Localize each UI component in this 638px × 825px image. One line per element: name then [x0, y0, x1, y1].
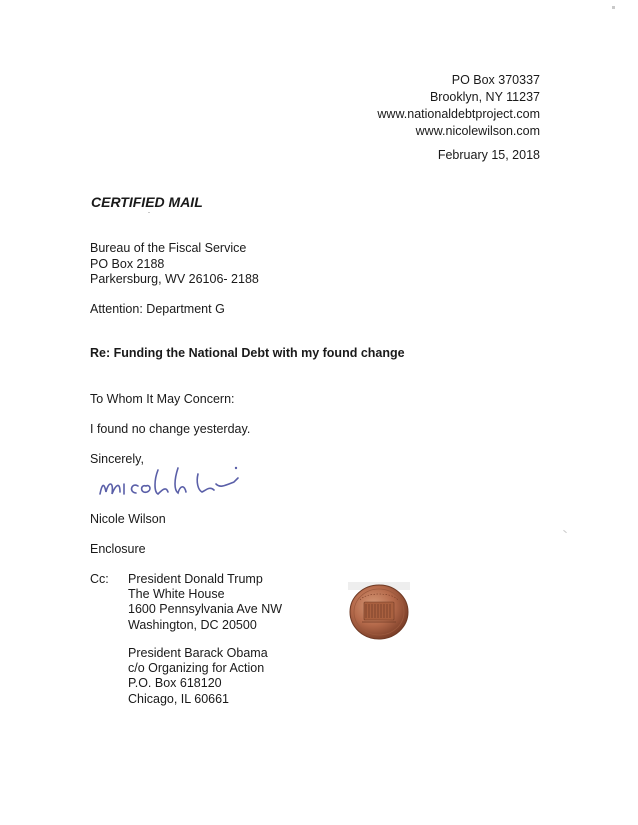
- cc-recipient-line: Washington, DC 20500: [128, 617, 257, 632]
- sender-address-line: www.nicolewilson.com: [415, 124, 540, 138]
- scan-speck: [563, 530, 567, 533]
- certified-mail-heading: CERTIFIED MAIL: [91, 194, 203, 210]
- sender-address-line: PO Box 370337: [451, 73, 540, 87]
- handwritten-signature: [94, 462, 244, 504]
- sender-address-line: Brooklyn, NY 11237: [429, 90, 540, 104]
- scan-speck: [148, 212, 150, 213]
- cc-recipient-line: P.O. Box 618120: [128, 676, 222, 691]
- cc-recipient-line: 1600 Pennsylvania Ave NW: [128, 602, 283, 617]
- sender-address-line: www.nationaldebtproject.com: [377, 107, 540, 121]
- recipient-address-line: Parkersburg, WV 26106- 2188: [90, 272, 259, 286]
- letter-date: February 15, 2018: [437, 148, 540, 162]
- letter-body: I found no change yesterday.: [90, 422, 251, 436]
- cc-recipient-line: The White House: [128, 587, 225, 602]
- cc-recipient-line: President Barack Obama: [128, 646, 268, 660]
- recipient-address-line: Bureau of the Fiscal Service: [90, 241, 247, 255]
- scan-speck: [612, 6, 615, 9]
- recipient-address: [90, 241, 259, 288]
- cc-recipient-line: President Donald Trump: [128, 572, 263, 586]
- enclosure-note: Enclosure: [90, 542, 146, 556]
- signer-name: Nicole Wilson: [90, 512, 166, 526]
- penny-coin-image: [344, 582, 414, 642]
- recipient-address-line: PO Box 2188: [90, 256, 165, 271]
- cc-recipient-line: Chicago, IL 60661: [128, 691, 230, 706]
- sender-address: [377, 72, 540, 140]
- cc-label: Cc:: [90, 572, 109, 586]
- cc-recipient: [128, 646, 268, 707]
- attention-line: Attention: Department G: [90, 302, 225, 316]
- subject-line: Re: Funding the National Debt with my found change: [90, 346, 405, 360]
- cc-recipient-line: c/o Organizing for Action: [128, 661, 265, 676]
- cc-recipient: [128, 572, 282, 633]
- closing: Sincerely,: [90, 452, 144, 466]
- salutation: To Whom It May Concern:: [90, 392, 235, 406]
